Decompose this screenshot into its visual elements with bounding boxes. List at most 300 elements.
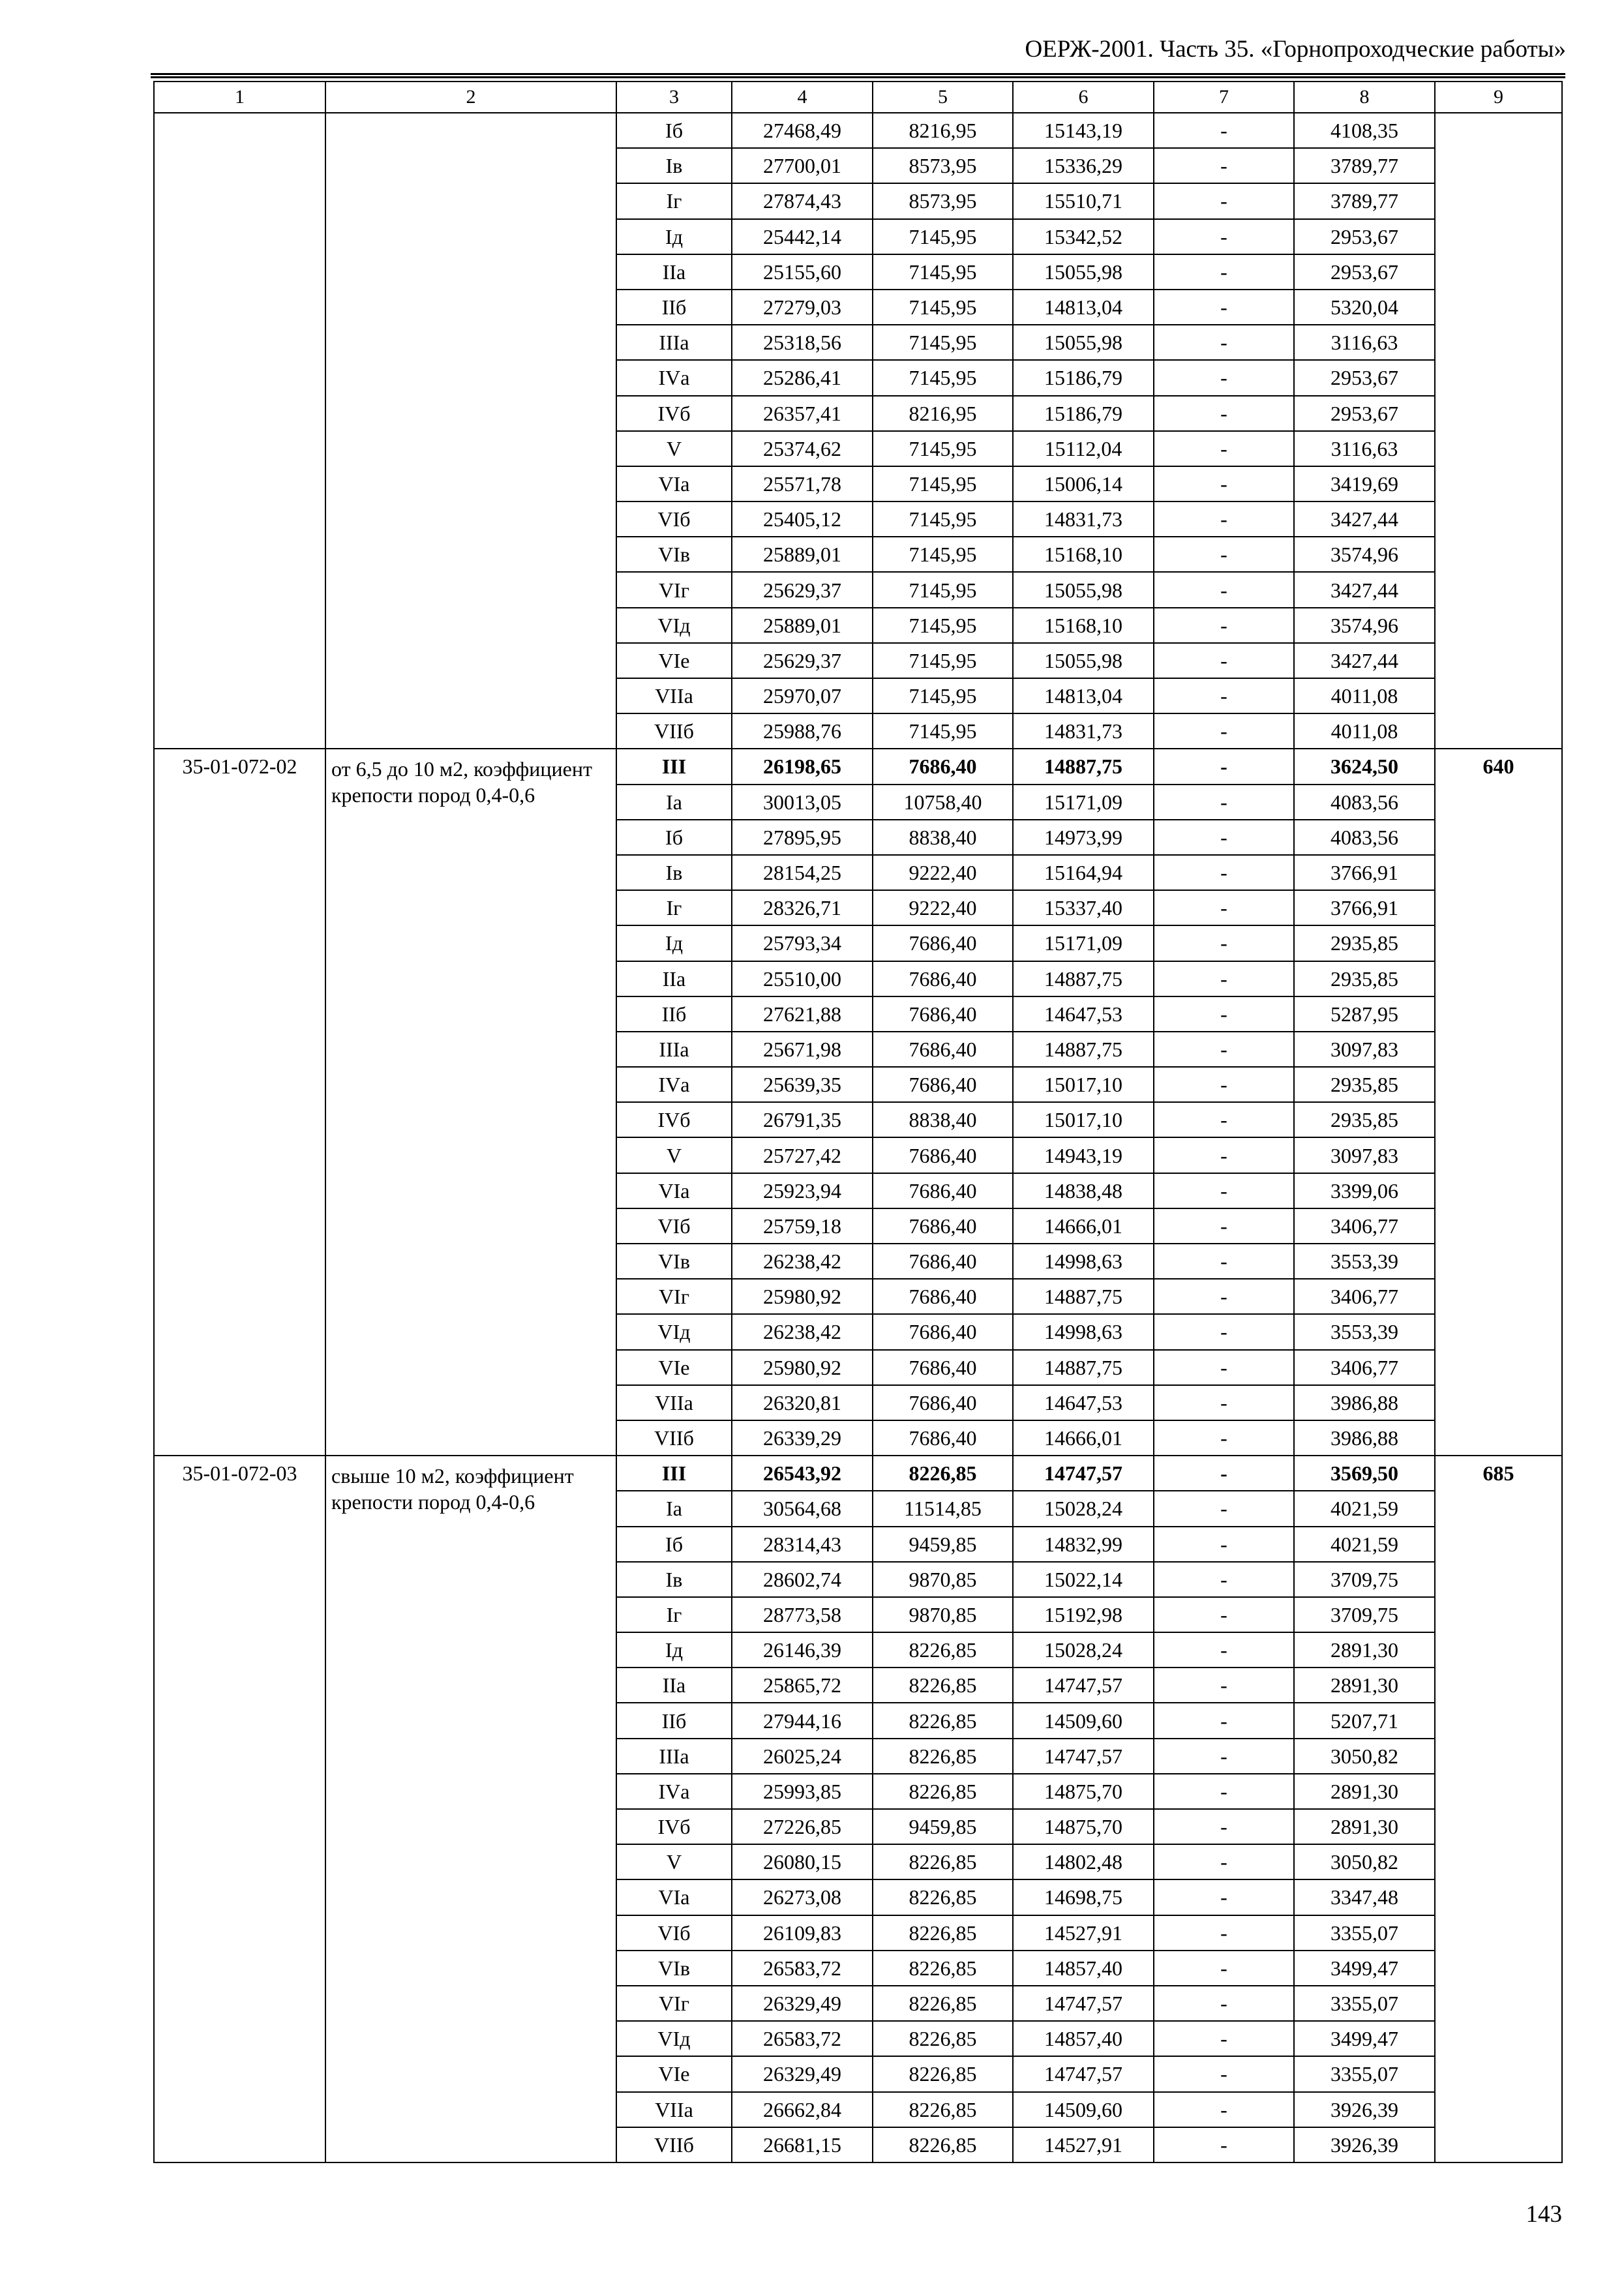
cell-total: 25759,18 [732, 1208, 873, 1244]
cell-col7: - [1154, 254, 1294, 290]
item-code: 35-01-072-02 [154, 749, 325, 1456]
row-category: IVб [616, 1102, 732, 1137]
cell-col5: 7145,95 [873, 501, 1013, 537]
cell-total: 25993,85 [732, 1774, 873, 1809]
cell-col5: 8226,85 [873, 1739, 1013, 1774]
cell-col7: - [1154, 1951, 1294, 1986]
row-category: V [616, 431, 732, 466]
cell-total: 26662,84 [732, 2092, 873, 2127]
cell-col6: 14747,57 [1013, 1668, 1154, 1703]
header-rule [151, 73, 1565, 75]
cell-col7: - [1154, 1420, 1294, 1456]
row-category: IIа [616, 254, 732, 290]
cell-col6: 15336,29 [1013, 148, 1154, 183]
page-number: 143 [1526, 2201, 1562, 2228]
row-category: VIIб [616, 2127, 732, 2162]
cell-col6: 14802,48 [1013, 1844, 1154, 1879]
cell-col6: 15055,98 [1013, 254, 1154, 290]
cell-col7: - [1154, 1915, 1294, 1951]
cell-total: 26329,49 [732, 1986, 873, 2021]
cell-col7: - [1154, 1527, 1294, 1562]
cell-col8: 2953,67 [1294, 254, 1435, 290]
cell-col6: 15028,24 [1013, 1491, 1154, 1526]
cell-col5: 7145,95 [873, 572, 1013, 607]
row-category: Iг [616, 183, 732, 218]
cell-total: 26109,83 [732, 1915, 873, 1951]
cell-col8: 3499,47 [1294, 1951, 1435, 1986]
cell-total: 25318,56 [732, 325, 873, 360]
cell-col8: 3399,06 [1294, 1173, 1435, 1208]
cell-col8: 2953,67 [1294, 396, 1435, 431]
cell-total: 27874,43 [732, 183, 873, 218]
cell-col8: 3926,39 [1294, 2092, 1435, 2127]
cell-col6: 14887,75 [1013, 1350, 1154, 1385]
cell-total: 27621,88 [732, 996, 873, 1032]
cell-col5: 8226,85 [873, 1986, 1013, 2021]
cell-col6: 15186,79 [1013, 396, 1154, 431]
page-header-title: ОЕРЖ-2001. Часть 35. «Горнопроходческие работы» [1025, 36, 1566, 63]
cell-col5: 7686,40 [873, 1067, 1013, 1102]
cell-total: 25286,41 [732, 360, 873, 395]
cell-col8: 3116,63 [1294, 325, 1435, 360]
cell-col6: 14747,57 [1013, 1739, 1154, 1774]
row-category: VIа [616, 1879, 732, 1915]
row-category: IIб [616, 1703, 732, 1738]
cell-col5: 8838,40 [873, 1102, 1013, 1137]
cell-col5: 9459,85 [873, 1809, 1013, 1844]
cell-col8: 4011,08 [1294, 713, 1435, 749]
cell-col6: 15017,10 [1013, 1067, 1154, 1102]
cell-col6: 14973,99 [1013, 820, 1154, 855]
row-category: VIа [616, 1173, 732, 1208]
cell-col7: - [1154, 678, 1294, 713]
cell-col6: 14747,57 [1013, 1456, 1154, 1491]
cell-col7: - [1154, 501, 1294, 537]
row-category: VIIб [616, 713, 732, 749]
row-category: VIIа [616, 2092, 732, 2127]
cell-col5: 7145,95 [873, 678, 1013, 713]
row-category: VIе [616, 2056, 732, 2091]
cell-col5: 9870,85 [873, 1597, 1013, 1632]
cell-col7: - [1154, 1632, 1294, 1668]
cell-total: 25865,72 [732, 1668, 873, 1703]
cell-col6: 14857,40 [1013, 2021, 1154, 2056]
cell-total: 25510,00 [732, 961, 873, 996]
cell-total: 26273,08 [732, 1879, 873, 1915]
cell-col8: 3569,50 [1294, 1456, 1435, 1491]
cell-col7: - [1154, 1456, 1294, 1491]
item-code: 35-01-072-03 [154, 1456, 325, 2162]
cell-col8: 3766,91 [1294, 855, 1435, 890]
table-row [154, 1456, 1562, 1491]
table-row [154, 113, 1562, 148]
row-category: VIIа [616, 1385, 732, 1420]
cell-col5: 7145,95 [873, 290, 1013, 325]
cell-col7: - [1154, 1173, 1294, 1208]
cell-col6: 15055,98 [1013, 325, 1154, 360]
cell-col8: 3926,39 [1294, 2127, 1435, 2162]
cell-col5: 7145,95 [873, 537, 1013, 572]
cell-col6: 14887,75 [1013, 1279, 1154, 1314]
cell-total: 26583,72 [732, 1951, 873, 1986]
cell-col6: 15168,10 [1013, 608, 1154, 643]
cell-total: 25889,01 [732, 608, 873, 643]
cell-total: 28326,71 [732, 890, 873, 925]
cell-col7: - [1154, 1739, 1294, 1774]
cell-col8: 2935,85 [1294, 961, 1435, 996]
cell-col8: 4083,56 [1294, 820, 1435, 855]
cell-total: 26198,65 [732, 749, 873, 784]
cell-col7: - [1154, 1879, 1294, 1915]
cell-col7: - [1154, 785, 1294, 820]
cell-col8: 3116,63 [1294, 431, 1435, 466]
cell-col5: 7145,95 [873, 219, 1013, 254]
cell-col7: - [1154, 113, 1294, 148]
cell-col7: - [1154, 466, 1294, 501]
cell-col6: 14747,57 [1013, 1986, 1154, 2021]
cell-col7: - [1154, 1491, 1294, 1526]
cell-col7: - [1154, 1244, 1294, 1279]
cell-col6: 14647,53 [1013, 996, 1154, 1032]
column-number: 1 [154, 82, 325, 113]
cell-col6: 15186,79 [1013, 360, 1154, 395]
cell-total: 25639,35 [732, 1067, 873, 1102]
cell-col8: 2953,67 [1294, 219, 1435, 254]
cell-col5: 8226,85 [873, 1774, 1013, 1809]
cell-total: 26146,39 [732, 1632, 873, 1668]
cell-col5: 8573,95 [873, 183, 1013, 218]
cell-col5: 7686,40 [873, 1244, 1013, 1279]
cell-col5: 8216,95 [873, 396, 1013, 431]
cell-col7: - [1154, 1668, 1294, 1703]
cell-col5: 8226,85 [873, 1703, 1013, 1738]
cell-total: 28154,25 [732, 855, 873, 890]
cell-total: 27895,95 [732, 820, 873, 855]
cell-col5: 7686,40 [873, 1350, 1013, 1385]
cell-col6: 14998,63 [1013, 1244, 1154, 1279]
cell-col7: - [1154, 360, 1294, 395]
cell-col8: 3097,83 [1294, 1137, 1435, 1173]
cell-col7: - [1154, 290, 1294, 325]
row-category: V [616, 1844, 732, 1879]
cell-col5: 7145,95 [873, 360, 1013, 395]
cell-col7: - [1154, 1844, 1294, 1879]
cell-col5: 7686,40 [873, 1208, 1013, 1244]
cell-col5: 7145,95 [873, 713, 1013, 749]
cell-col5: 7145,95 [873, 466, 1013, 501]
cell-col8: 5207,71 [1294, 1703, 1435, 1738]
cell-total: 26025,24 [732, 1739, 873, 1774]
row-category: IVб [616, 396, 732, 431]
column-number: 9 [1435, 82, 1562, 113]
cell-col7: - [1154, 183, 1294, 218]
cell-total: 25970,07 [732, 678, 873, 713]
row-category: VIг [616, 572, 732, 607]
cell-col8: 3986,88 [1294, 1420, 1435, 1456]
cell-col7: - [1154, 608, 1294, 643]
cell-col7: - [1154, 396, 1294, 431]
cell-col6: 14527,91 [1013, 2127, 1154, 2162]
row-category: Iв [616, 855, 732, 890]
row-category: IIIа [616, 1739, 732, 1774]
cell-total: 26238,42 [732, 1244, 873, 1279]
row-category: VIг [616, 1986, 732, 2021]
cell-col5: 7686,40 [873, 961, 1013, 996]
cell-col5: 7686,40 [873, 1173, 1013, 1208]
cell-col7: - [1154, 325, 1294, 360]
row-category: IVа [616, 360, 732, 395]
cell-col6: 15055,98 [1013, 572, 1154, 607]
cell-total: 25629,37 [732, 643, 873, 678]
cell-col7: - [1154, 1350, 1294, 1385]
cell-col8: 3499,47 [1294, 2021, 1435, 2056]
item-code [154, 113, 325, 749]
cell-col8: 3709,75 [1294, 1562, 1435, 1597]
cell-col5: 8226,85 [873, 1632, 1013, 1668]
cell-total: 26238,42 [732, 1314, 873, 1349]
cell-total: 27468,49 [732, 113, 873, 148]
cell-col5: 8226,85 [873, 2092, 1013, 2127]
cell-col8: 3624,50 [1294, 749, 1435, 784]
column-number: 4 [732, 82, 873, 113]
cell-col8: 3427,44 [1294, 501, 1435, 537]
cell-total: 27226,85 [732, 1809, 873, 1844]
row-category: IVа [616, 1067, 732, 1102]
row-category: IVа [616, 1774, 732, 1809]
cell-col7: - [1154, 1597, 1294, 1632]
row-category: Iб [616, 1527, 732, 1562]
cell-col7: - [1154, 1562, 1294, 1597]
cell-col8: 4011,08 [1294, 678, 1435, 713]
row-category: Iб [616, 113, 732, 148]
cell-total: 30564,68 [732, 1491, 873, 1526]
cell-col8: 3347,48 [1294, 1879, 1435, 1915]
cell-col7: - [1154, 925, 1294, 961]
column-number: 7 [1154, 82, 1294, 113]
row-category: VIг [616, 1279, 732, 1314]
cell-col7: - [1154, 1279, 1294, 1314]
cell-col6: 14647,53 [1013, 1385, 1154, 1420]
cell-col7: - [1154, 1774, 1294, 1809]
cell-col6: 14831,73 [1013, 501, 1154, 537]
cell-col7: - [1154, 749, 1294, 784]
cell-col6: 14698,75 [1013, 1879, 1154, 1915]
cell-col5: 7145,95 [873, 608, 1013, 643]
cell-col6: 14998,63 [1013, 1314, 1154, 1349]
item-description: от 6,5 до 10 м2, коэффициент крепости пород 0,4-0,6 [325, 749, 616, 1456]
cell-col8: 3766,91 [1294, 890, 1435, 925]
cell-col6: 15337,40 [1013, 890, 1154, 925]
cell-total: 27700,01 [732, 148, 873, 183]
cell-col6: 14747,57 [1013, 2056, 1154, 2091]
cell-col8: 4108,35 [1294, 113, 1435, 148]
cell-col6: 14943,19 [1013, 1137, 1154, 1173]
row-category: VIв [616, 537, 732, 572]
cell-total: 26080,15 [732, 1844, 873, 1879]
cell-col5: 8226,85 [873, 2056, 1013, 2091]
column-number: 6 [1013, 82, 1154, 113]
cell-col6: 14813,04 [1013, 290, 1154, 325]
cell-col5: 7145,95 [873, 325, 1013, 360]
cell-total: 28773,58 [732, 1597, 873, 1632]
cell-col6: 14857,40 [1013, 1951, 1154, 1986]
row-category: IIIа [616, 1032, 732, 1067]
cell-col8: 3406,77 [1294, 1279, 1435, 1314]
cell-total: 25727,42 [732, 1137, 873, 1173]
cell-col8: 3406,77 [1294, 1208, 1435, 1244]
cell-col8: 3986,88 [1294, 1385, 1435, 1420]
cell-col8: 3789,77 [1294, 183, 1435, 218]
cell-col7: - [1154, 1986, 1294, 2021]
cell-col7: - [1154, 713, 1294, 749]
column-number: 8 [1294, 82, 1435, 113]
cell-col5: 7145,95 [873, 254, 1013, 290]
cell-col7: - [1154, 431, 1294, 466]
cell-col8: 2891,30 [1294, 1632, 1435, 1668]
cell-col6: 15171,09 [1013, 925, 1154, 961]
row-category: Iв [616, 148, 732, 183]
cell-col8: 3574,96 [1294, 537, 1435, 572]
cell-col6: 15192,98 [1013, 1597, 1154, 1632]
rates-table [153, 81, 1563, 2163]
cell-col8: 3553,39 [1294, 1314, 1435, 1349]
cell-col8: 3355,07 [1294, 1986, 1435, 2021]
cell-col7: - [1154, 1032, 1294, 1067]
cell-col5: 8226,85 [873, 1668, 1013, 1703]
cell-col8: 3355,07 [1294, 1915, 1435, 1951]
cell-col8: 4083,56 [1294, 785, 1435, 820]
cell-col8: 3050,82 [1294, 1844, 1435, 1879]
item-extra-value: 640 [1435, 749, 1562, 1456]
cell-col5: 7686,40 [873, 749, 1013, 784]
column-number: 2 [325, 82, 616, 113]
cell-col7: - [1154, 1314, 1294, 1349]
cell-col5: 7686,40 [873, 1137, 1013, 1173]
column-number: 5 [873, 82, 1013, 113]
table-row [154, 749, 1562, 784]
cell-col7: - [1154, 1067, 1294, 1102]
cell-col8: 5287,95 [1294, 996, 1435, 1032]
cell-col5: 7686,40 [873, 1385, 1013, 1420]
row-category: VIIб [616, 1420, 732, 1456]
cell-col8: 2891,30 [1294, 1774, 1435, 1809]
cell-col6: 14509,60 [1013, 1703, 1154, 1738]
item-description: свыше 10 м2, коэффициент крепости пород 0,4-0,6 [325, 1456, 616, 2162]
cell-col5: 8226,85 [873, 2127, 1013, 2162]
cell-col6: 15168,10 [1013, 537, 1154, 572]
row-category: Iв [616, 1562, 732, 1597]
cell-col7: - [1154, 1137, 1294, 1173]
cell-total: 26357,41 [732, 396, 873, 431]
cell-total: 28602,74 [732, 1562, 873, 1597]
cell-col5: 7686,40 [873, 1314, 1013, 1349]
cell-col8: 3419,69 [1294, 466, 1435, 501]
cell-col5: 8226,85 [873, 1844, 1013, 1879]
row-category: VIд [616, 2021, 732, 2056]
cell-col7: - [1154, 820, 1294, 855]
cell-col8: 5320,04 [1294, 290, 1435, 325]
cell-col8: 4021,59 [1294, 1527, 1435, 1562]
cell-col6: 14813,04 [1013, 678, 1154, 713]
cell-col5: 8226,85 [873, 2021, 1013, 2056]
row-category: Iг [616, 890, 732, 925]
cell-total: 26339,29 [732, 1420, 873, 1456]
row-category: VIд [616, 608, 732, 643]
cell-col7: - [1154, 1385, 1294, 1420]
cell-col8: 2953,67 [1294, 360, 1435, 395]
cell-col5: 7686,40 [873, 1279, 1013, 1314]
cell-col6: 15342,52 [1013, 219, 1154, 254]
cell-col7: - [1154, 219, 1294, 254]
cell-col7: - [1154, 855, 1294, 890]
cell-col8: 2891,30 [1294, 1809, 1435, 1844]
cell-col8: 2935,85 [1294, 1067, 1435, 1102]
cell-col5: 7686,40 [873, 925, 1013, 961]
cell-col5: 7686,40 [873, 1032, 1013, 1067]
cell-total: 25988,76 [732, 713, 873, 749]
cell-col7: - [1154, 890, 1294, 925]
item-extra-value: 685 [1435, 1456, 1562, 2162]
cell-col6: 15028,24 [1013, 1632, 1154, 1668]
cell-col5: 8226,85 [873, 1951, 1013, 1986]
cell-col6: 14875,70 [1013, 1809, 1154, 1844]
cell-col8: 3097,83 [1294, 1032, 1435, 1067]
cell-total: 27944,16 [732, 1703, 873, 1738]
row-category: Iа [616, 785, 732, 820]
cell-col7: - [1154, 148, 1294, 183]
cell-col7: - [1154, 643, 1294, 678]
cell-total: 25155,60 [732, 254, 873, 290]
cell-col7: - [1154, 1208, 1294, 1244]
cell-col8: 3574,96 [1294, 608, 1435, 643]
cell-total: 26681,15 [732, 2127, 873, 2162]
cell-col6: 14887,75 [1013, 961, 1154, 996]
row-category: VIб [616, 1208, 732, 1244]
row-category: IIIа [616, 325, 732, 360]
cell-col6: 14831,73 [1013, 713, 1154, 749]
cell-col5: 8838,40 [873, 820, 1013, 855]
row-category: Iб [616, 820, 732, 855]
column-number: 3 [616, 82, 732, 113]
cell-col8: 3709,75 [1294, 1597, 1435, 1632]
row-category: Iг [616, 1597, 732, 1632]
cell-col7: - [1154, 1703, 1294, 1738]
cell-total: 25889,01 [732, 537, 873, 572]
cell-col5: 11514,85 [873, 1491, 1013, 1526]
cell-total: 26791,35 [732, 1102, 873, 1137]
cell-col6: 15171,09 [1013, 785, 1154, 820]
cell-col5: 8226,85 [873, 1456, 1013, 1491]
cell-col6: 14666,01 [1013, 1208, 1154, 1244]
cell-total: 25374,62 [732, 431, 873, 466]
row-category: VIIа [616, 678, 732, 713]
cell-col6: 14527,91 [1013, 1915, 1154, 1951]
row-category: VIв [616, 1951, 732, 1986]
cell-col5: 8573,95 [873, 148, 1013, 183]
cell-total: 28314,43 [732, 1527, 873, 1562]
cell-total: 25571,78 [732, 466, 873, 501]
row-category: IIб [616, 996, 732, 1032]
cell-col5: 8216,95 [873, 113, 1013, 148]
cell-total: 25980,92 [732, 1279, 873, 1314]
cell-col6: 14887,75 [1013, 749, 1154, 784]
cell-total: 26320,81 [732, 1385, 873, 1420]
cell-total: 27279,03 [732, 290, 873, 325]
cell-col5: 7686,40 [873, 996, 1013, 1032]
row-category: IVб [616, 1809, 732, 1844]
cell-col6: 15022,14 [1013, 1562, 1154, 1597]
cell-col5: 9222,40 [873, 890, 1013, 925]
